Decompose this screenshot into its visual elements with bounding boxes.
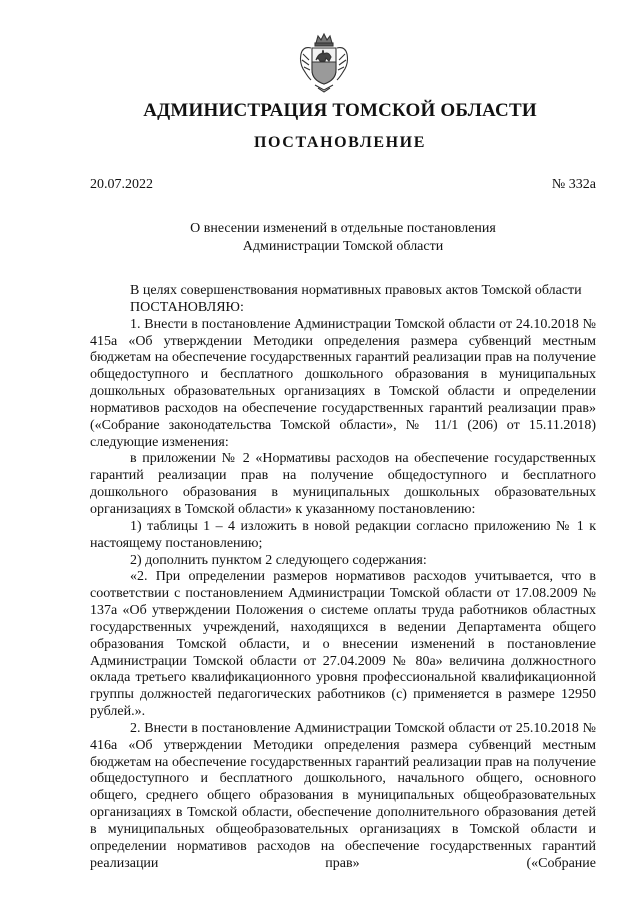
- document-date: 20.07.2022: [90, 177, 153, 192]
- item-1-paragraph: 1. Внести в постановление Администрации Томской области от 24.10.2018 № 415а «Об утверждении Методики определения размера субвенций местным бюджетам на обеспечение государственных гарантий реализации прав на получение общедоступного и бесплатного дошкольного образования в муниципальных дошкольных образовательных организациях в Томской области и определении нормативов расходов на обеспечение государственных гарантий реализации прав» («Собрание законодательства Томской области», № 11/1 (206) от 15.11.2018) следующие изменения:: [90, 316, 596, 450]
- document-number: № 332а: [551, 177, 596, 192]
- item-2-paragraph: 2. Внести в постановление Администрации Томской области от 25.10.2018 № 416а «Об утверждении Методики определения размера субвенций местным бюджетам на обеспечение государственных гарантий реализации прав на получение общедоступного и бесплатного дошкольного, начального общего, основного общего, среднего общего образования в муниципальных общеобразовательных организациях в Томской области, обеспечение дополнительного образования детей в муниципальных общеобразовательных организациях в Томской области и определении нормативов расходов на обеспечение государственных гарантий реализации прав» («Собрание: [90, 720, 596, 871]
- item-1-annex-paragraph: в приложении № 2 «Нормативы расходов на обеспечение государственных гарантий реализации прав на получение общедоступного и бесплатного дошкольного образования в муниципальных дошкольных образовательных организациях в Томской области» к указанному постановлению:: [90, 451, 596, 517]
- organization-title: АДМИНИСТРАЦИЯ ТОМСКОЙ ОБЛАСТИ: [143, 100, 537, 121]
- resolve-paragraph: ПОСТАНОВЛЯЮ:: [130, 299, 244, 315]
- item-1-quote-paragraph: «2. При определении размеров нормативов расходов учитывается, что в соответствии с постановлением Администрации Томской области от 17.08.2009 № 137а «Об утверждении Положения о системе оплаты труда работников областных государственных учреждений, находящихся в ведении Департамента общего образования Томской области, и о внесении изменений в постановление Администрации Томской области от 27.04.2009 № 80а» величина должностного оклада третьего квалификационного уровня профессиональной квалификационной группы должностей педагогических работников (с) применяется в размере 12950 рублей.».: [90, 569, 596, 720]
- item-1-sub-2-paragraph: 2) дополнить пунктом 2 следующего содержания:: [130, 552, 427, 568]
- preamble-paragraph: В целях совершенствования нормативных правовых актов Томской области: [130, 283, 582, 298]
- subject-line-1: О внесении изменений в отдельные постановления: [190, 221, 496, 236]
- coat-of-arms-icon: [299, 30, 349, 94]
- document-type: ПОСТАНОВЛЕНИЕ: [254, 134, 426, 151]
- document-body: [90, 283, 596, 873]
- document-subject: [0, 220, 640, 256]
- item-1-sub-1-paragraph: 1) таблицы 1 – 4 изложить в новой редакции согласно приложению № 1 к настоящему постановлению;: [90, 518, 596, 551]
- subject-line-2: Администрации Томской области: [242, 239, 444, 254]
